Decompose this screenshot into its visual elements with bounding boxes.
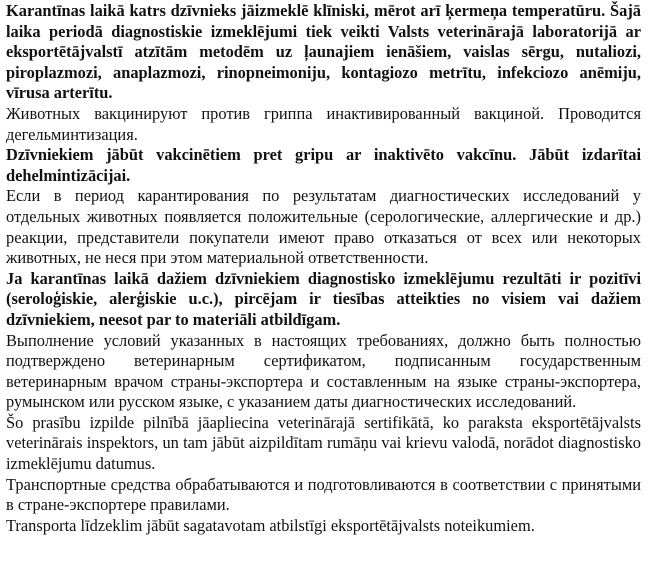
paragraph-vaccination-lv: Dzīvniekiem jābūt vakcinētiem pret gripu ar inaktivēto vakcīnu. Jābūt izdarītai dehelmintizācijai.: [6, 145, 641, 185]
paragraph-positive-results-lv: Ja karantīnas laikā dažiem dzīvniekiem diagnostisko izmeklējumu rezultāti ir pozitīvi (seroloģiskie, alerģiskie u.c.), pircējam ir tiesības atteikties no visiem vai dažiem dzīvniekiem, neesot par to materiāli atbildīgam.: [6, 268, 641, 329]
paragraph-vaccination-ru: Животных вакцинируют против гриппа инактивированный вакциной. Проводится дегельминтизация.: [6, 103, 641, 144]
paragraph-transport-lv: Transporta līdzeklim jābūt sagatavotam atbilstīgi eksportētājvalsts noteikumiem.: [6, 515, 535, 535]
document-body: [6, 1, 641, 536]
paragraph-positive-results-ru: Если в период карантирования по результатам диагностических исследований у отдельных животных появляется положительные (серологические, аллергические и др.) реакции, представители покупатели имеют право отказаться от всех или некоторых животных, не неся при этом материальной ответственности.: [6, 186, 641, 268]
paragraph-certificate-ru: Выполнение условий указанных в настоящих требованиях, должно быть полностью подтверждено ветеринарным сертификатом, подписанным государственным ветеринарным врачом страны-экспортера и составленным на языке страны-экспортера, румынском или русском языке, с указанием даты диагностических исследований.: [6, 330, 641, 412]
paragraph-quarantine-lv: Karantīnas laikā katrs dzīvnieks jāizmeklē klīniski, mērot arī ķermeņa temperatūru. Šajā laika periodā diagnostiskie izmeklējumi tiek veikti Valsts veterinārajā laboratorijā ar eksportētājvalstī atzītām metodēm uz ļaunajiem ienāšiem, vaislas sērgu, nutaliozi, piroplazmozi, anaplazmozi, rinopneimoniju, kontagiozo metrītu, infekciozo anēmiju, vīrusa arterītu.: [6, 1, 641, 103]
paragraph-certificate-lv: Šo prasību izpilde pilnībā jāapliecina veterinārajā sertifikātā, ko paraksta eksportētājvalsts veterinārais inspektors, un tam jābūt aizpildītam rumāņu vai krievu valodā, norādot diagnostisko izmeklējumu datumus.: [6, 412, 641, 474]
paragraph-transport-ru: Транспортные средства обрабатываются и подготовливаются в соответствии с принятыми в стране-экспортере правилами.: [6, 474, 641, 515]
